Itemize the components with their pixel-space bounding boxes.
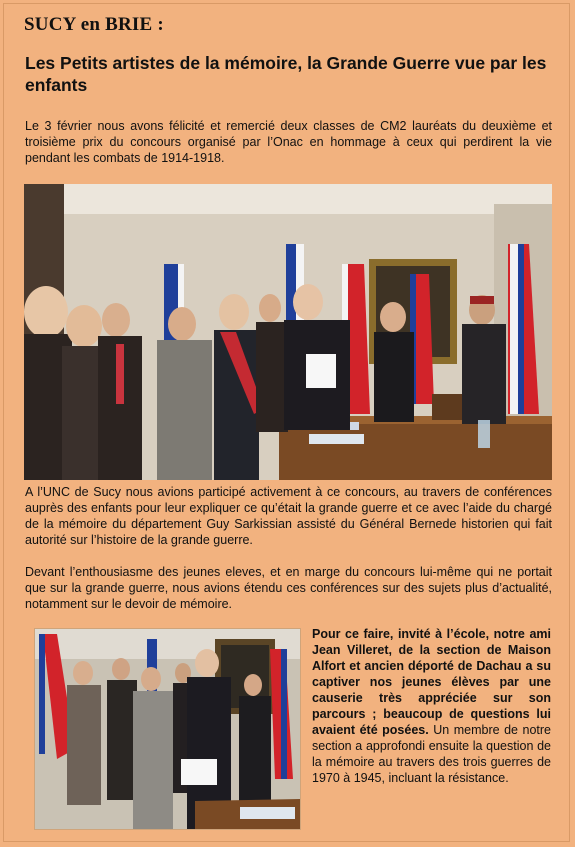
sidebar-text	[312, 626, 551, 786]
intro-paragraph: Le 3 février nous avons félicité et remercié deux classes de CM2 lauréats du deuxième et troisième prix du concours organisé par l’Onac en hommage à ceux qui perdirent la vie pendant les combats de 1914-1918.	[25, 119, 552, 165]
location-heading: SUCY en BRIE :	[24, 14, 164, 35]
enthusiasm-paragraph: Devant l’enthousiasme des jeunes eleves, et en marge du concours lui-même qui ne portait que sur la grande guerre, nous avions étendu ces conférences sur des sujets plus d’actualité, notamment sur le devoir de mémoire.	[25, 565, 552, 611]
side-bold-text: Pour ce faire, invité à l’école, notre ami Jean Villeret, de la section de Maison Alfort et ancien déporté de Dachau a su captiver nos jeunes élèves par une causerie très appréciée sur son parcours ; beaucoup de questions lui avaient été posées.	[312, 627, 551, 737]
ceremony-photo	[24, 184, 552, 480]
article-title: Les Petits artistes de la mémoire, la Grande Guerre vue par les enfants	[25, 53, 547, 95]
participation-paragraph: A l’UNC de Sucy nous avions participé activement à ce concours, au travers de conférences auprès des enfants pour leur expliquer ce qu’était la grande guerre et ce avec l’aide du chargé de la mémoire du département Guy Sarkissian assisté du Général Bernede historien qui fait autorité sur l’histoire de la grande guerre.	[25, 485, 552, 547]
side-normal-text: Un membre de notre section a approfondi ensuite la question de la mémoire au travers des trois guerres de 1970 à 1945, incluant la résistance.	[312, 723, 551, 785]
veterans-photo	[34, 628, 301, 830]
